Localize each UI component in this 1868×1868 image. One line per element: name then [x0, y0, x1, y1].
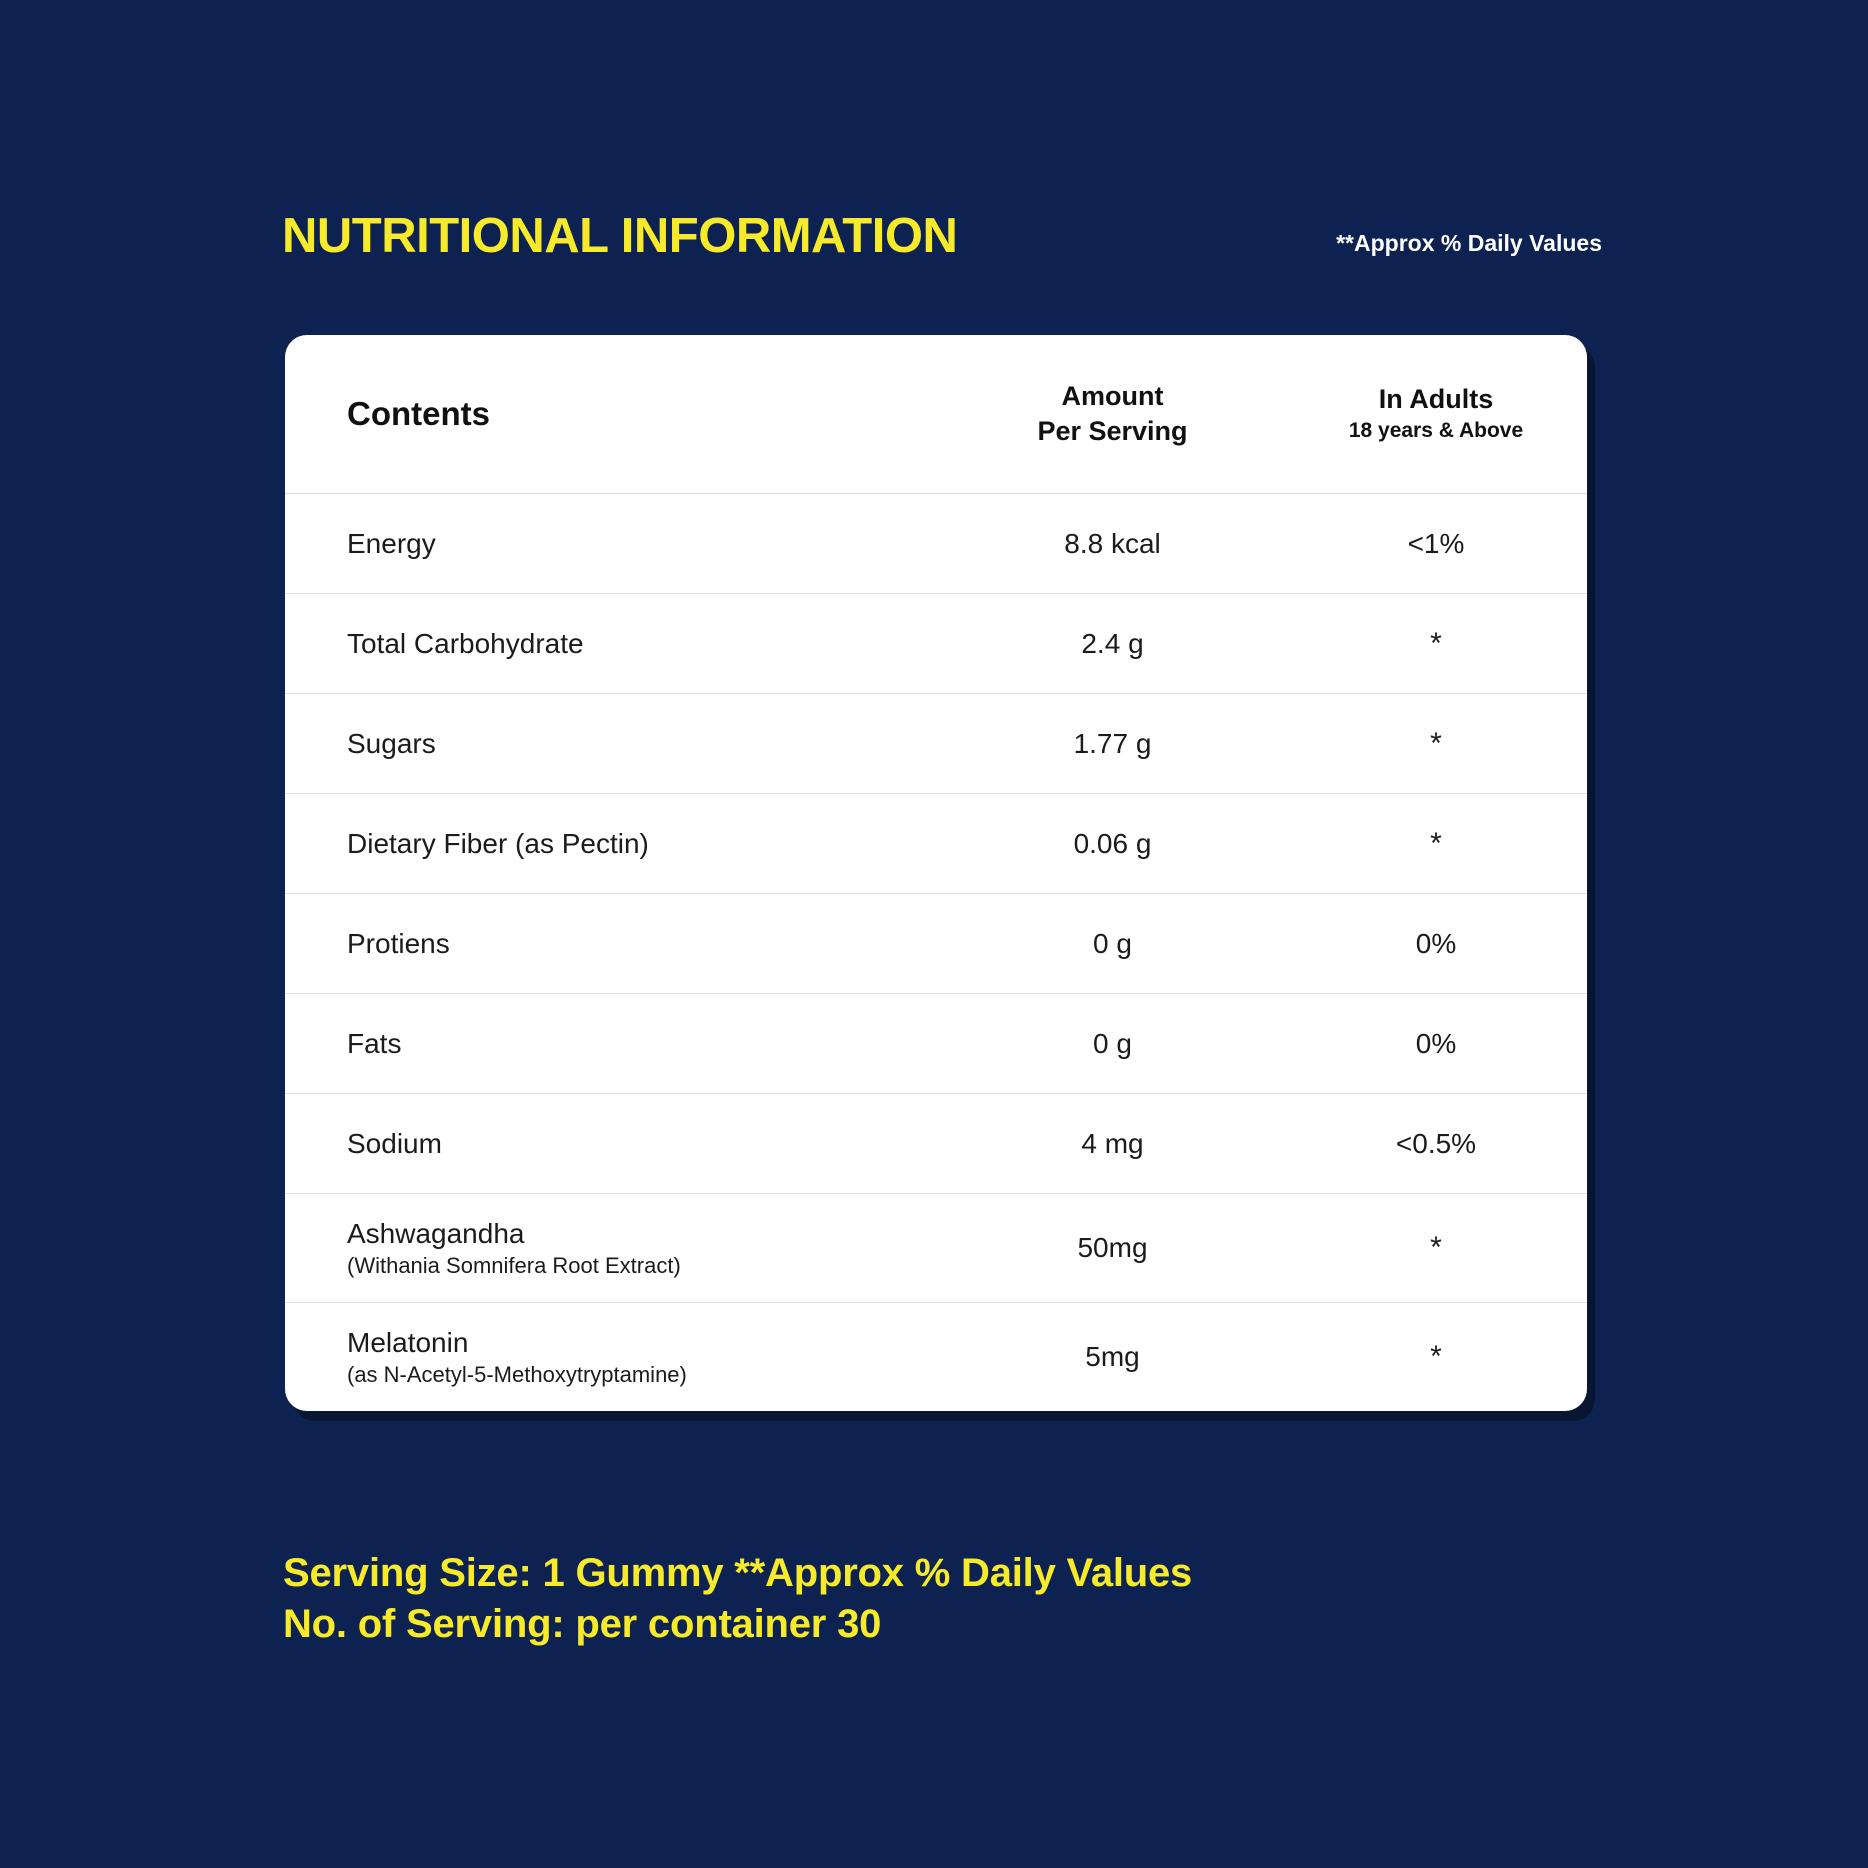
row-name [285, 1303, 940, 1412]
row-name-secondary: (Withania Somnifera Root Extract) [347, 1253, 681, 1279]
table-row [285, 1194, 1587, 1303]
row-name: Fats [285, 994, 940, 1094]
row-amount: 8.8 kcal [940, 494, 1285, 594]
table-row [285, 494, 1587, 594]
row-name: Energy [285, 494, 940, 594]
column-header-amount-line1: Amount [1061, 381, 1164, 412]
column-header-contents: Contents [285, 335, 940, 494]
row-amount: 4 mg [940, 1094, 1285, 1194]
table-row [285, 1303, 1587, 1412]
row-amount: 50mg [940, 1194, 1285, 1303]
column-header-adults [1285, 335, 1587, 494]
row-name: Total Carbohydrate [285, 594, 940, 694]
servings-per-container-line: No. of Serving: per container 30 [283, 1602, 882, 1647]
row-name: Dietary Fiber (as Pectin) [285, 794, 940, 894]
serving-size-line: Serving Size: 1 Gummy **Approx % Daily Values [283, 1551, 1193, 1595]
row-name: Sugars [285, 694, 940, 794]
row-daily-value: * [1285, 594, 1587, 694]
table-header-row [285, 335, 1587, 494]
row-amount: 2.4 g [940, 594, 1285, 694]
column-header-amount-line2: Per Serving [1037, 416, 1188, 446]
row-daily-value: <0.5% [1285, 1094, 1587, 1194]
row-name: Protiens [285, 894, 940, 994]
column-header-adults-line1: In Adults [1378, 384, 1494, 415]
row-name-secondary: (as N-Acetyl-5-Methoxytryptamine) [347, 1362, 687, 1388]
row-name: Sodium [285, 1094, 940, 1194]
row-daily-value: <1% [1285, 494, 1587, 594]
page-title: NUTRITIONAL INFORMATION [282, 209, 958, 263]
row-name [285, 1194, 940, 1303]
row-daily-value: * [1285, 794, 1587, 894]
row-amount: 0.06 g [940, 794, 1285, 894]
table-body [285, 494, 1587, 1412]
serving-info [283, 1548, 1603, 1650]
column-header-amount [940, 335, 1285, 494]
row-name-primary: Ashwagandha [347, 1218, 525, 1249]
row-name-primary: Melatonin [347, 1327, 469, 1358]
row-daily-value: 0% [1285, 994, 1587, 1094]
row-daily-value: * [1285, 1194, 1587, 1303]
row-amount: 1.77 g [940, 694, 1285, 794]
row-amount: 0 g [940, 994, 1285, 1094]
table-row [285, 894, 1587, 994]
table-header [285, 335, 1587, 494]
header [282, 209, 1602, 263]
row-amount: 0 g [940, 894, 1285, 994]
nutrition-table [285, 335, 1587, 1411]
table-row [285, 1094, 1587, 1194]
table-row [285, 794, 1587, 894]
table-row [285, 694, 1587, 794]
table-row [285, 994, 1587, 1094]
row-amount: 5mg [1085, 1341, 1140, 1372]
column-header-adults-line2: 18 years & Above [1348, 419, 1524, 443]
row-daily-value: * [1430, 1340, 1442, 1373]
table-row [285, 594, 1587, 694]
daily-values-note: **Approx % Daily Values [1336, 230, 1602, 256]
nutrition-table-card [285, 335, 1587, 1411]
row-daily-value: 0% [1285, 894, 1587, 994]
row-daily-value: * [1285, 694, 1587, 794]
